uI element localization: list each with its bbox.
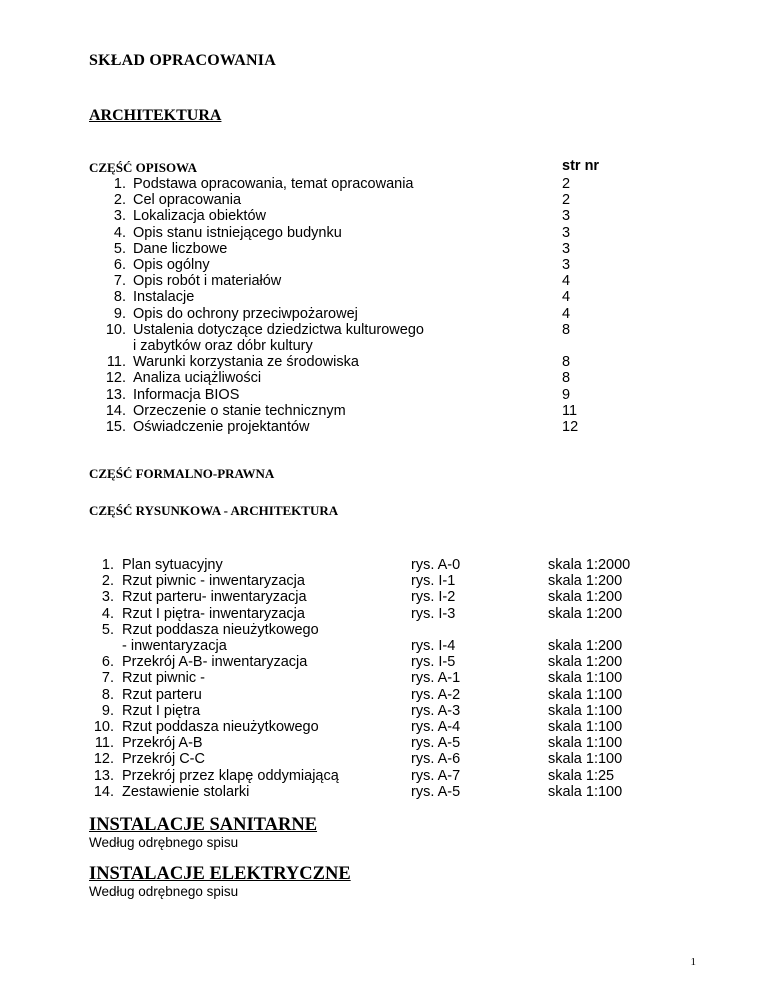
item-number: 6. — [113, 257, 126, 273]
item-page: 4 — [562, 273, 571, 290]
item-page: 3 — [562, 208, 571, 225]
drawing-number: 5. — [101, 621, 114, 638]
item-text: Opis do ochrony przeciwpożarowej — [133, 305, 358, 322]
drawing-title: Przekrój A-B- inwentaryzacja — [122, 654, 308, 671]
drawing-number: 3. — [101, 589, 114, 606]
drawing-title: Zestawienie stolarki — [122, 783, 250, 800]
drawing-code: rys. I-2 — [411, 589, 456, 606]
item-page: 3 — [562, 257, 571, 273]
item-text: Ustalenia dotyczące dziedzictwa kulturowego — [133, 321, 424, 338]
item-number: 2. — [113, 192, 126, 209]
drawing-title: Rzut I piętra — [122, 702, 201, 719]
item-text: Podstawa opracowania, temat opracowania — [133, 176, 414, 192]
item-number: 9. — [113, 305, 126, 322]
drawing-code: rys. A-0 — [411, 557, 461, 573]
item-number: 15. — [105, 419, 126, 435]
item-text: Warunki korzystania ze środowiska — [133, 354, 359, 371]
drawing-title: Rzut parteru — [122, 686, 202, 703]
item-number: 5. — [113, 240, 126, 257]
document-title: SKŁAD OPRACOWANIA — [89, 52, 276, 69]
drawing-number: 4. — [101, 605, 114, 622]
item-text: Dane liczbowe — [133, 240, 228, 257]
drawing-number: 6. — [101, 654, 114, 671]
item-text: Oświadczenie projektantów — [133, 419, 310, 435]
item-page: 8 — [562, 370, 571, 387]
drawing-title: Rzut poddasza nieużytkowego — [122, 621, 319, 638]
item-number: 3. — [113, 208, 126, 225]
item-page: 3 — [562, 240, 571, 257]
drawing-code: rys. A-4 — [411, 719, 461, 735]
item-number: 11. — [106, 354, 126, 371]
drawing-code: rys. A-5 — [411, 735, 461, 752]
item-page: 2 — [562, 176, 571, 192]
item-page: 8 — [562, 354, 571, 371]
drawing-title: Rzut parteru- inwentaryzacja — [122, 589, 307, 606]
item-text-continued: i zabytków oraz dóbr kultury — [133, 338, 313, 354]
item-text: Opis stanu istniejącego budynku — [133, 224, 342, 241]
item-text: Opis ogólny — [133, 257, 210, 273]
drawing-code: rys. A-2 — [411, 686, 461, 703]
drawing-scale: skala 1:100 — [548, 686, 623, 703]
electrical-heading: INSTALACJE ELEKTRYCZNE — [89, 864, 351, 884]
drawing-scale: skala 1:200 — [548, 589, 623, 606]
drawing-code: rys. A-7 — [411, 767, 461, 784]
item-number: 10. — [105, 321, 126, 338]
drawing-title: Przekrój A-B — [122, 735, 203, 752]
drawing-number: 14. — [93, 783, 114, 800]
item-page: 2 — [562, 192, 571, 209]
sanitary-note: Według odrębnego spisu — [89, 835, 239, 850]
item-page: 11 — [562, 402, 578, 419]
drawing-code: rys. I-4 — [411, 637, 456, 654]
drawing-title-continued: - inwentaryzacja — [122, 637, 227, 654]
item-number: 14. — [105, 402, 126, 419]
drawing-scale: skala 1:100 — [548, 735, 623, 752]
page-number: 1 — [690, 956, 696, 968]
item-text: Analiza uciążliwości — [133, 370, 262, 387]
drawing-title: Rzut piwnic - — [122, 670, 205, 687]
formal-heading: CZĘŚĆ FORMALNO-PRAWNA — [89, 466, 275, 481]
drawing-number: 11. — [94, 735, 114, 752]
item-text: Informacja BIOS — [133, 386, 240, 403]
drawing-number: 10. — [93, 719, 114, 735]
sanitary-heading: INSTALACJE SANITARNE — [89, 815, 318, 835]
electrical-note: Według odrębnego spisu — [89, 884, 239, 899]
drawing-scale: skala 1:200 — [548, 573, 623, 590]
item-text: Opis robót i materiałów — [133, 273, 282, 290]
item-number: 13. — [105, 386, 126, 403]
drawing-code: rys. A-1 — [411, 670, 461, 687]
drawing-code: rys. I-5 — [411, 654, 456, 671]
item-number: 4. — [113, 224, 126, 241]
page-column-header: str nr — [562, 158, 600, 174]
drawing-scale: skala 1:200 — [548, 654, 623, 671]
drawings-heading: CZĘŚĆ RYSUNKOWA - ARCHITEKTURA — [89, 503, 339, 518]
drawing-number: 9. — [101, 702, 114, 719]
drawing-title: Rzut piwnic - inwentaryzacja — [122, 573, 305, 590]
drawing-code: rys. A-5 — [411, 783, 461, 800]
drawing-scale: skala 1:2000 — [548, 557, 631, 573]
drawing-scale: skala 1:100 — [548, 670, 623, 687]
drawing-number: 2. — [101, 573, 114, 590]
drawing-title: Rzut I piętra- inwentaryzacja — [122, 605, 305, 622]
drawing-title: Plan sytuacyjny — [122, 557, 223, 573]
item-page: 8 — [562, 321, 571, 338]
drawing-scale: skala 1:100 — [548, 702, 623, 719]
drawing-number: 1. — [101, 557, 114, 573]
drawing-number: 12. — [93, 751, 114, 768]
drawing-title: Przekrój C-C — [122, 751, 205, 768]
drawing-number: 13. — [93, 767, 114, 784]
drawing-number: 8. — [101, 686, 114, 703]
item-text: Instalacje — [133, 289, 195, 306]
drawing-scale: skala 1:100 — [548, 751, 623, 768]
drawing-scale: skala 1:200 — [548, 637, 623, 654]
item-page: 12 — [562, 419, 579, 435]
item-text: Lokalizacja obiektów — [133, 208, 266, 225]
drawing-number: 7. — [101, 670, 114, 687]
item-page: 4 — [562, 305, 571, 322]
drawing-scale: skala 1:25 — [548, 767, 615, 784]
drawing-scale: skala 1:100 — [548, 783, 623, 800]
item-page: 3 — [562, 224, 571, 241]
descriptive-heading: CZĘŚĆ OPISOWA — [89, 160, 197, 175]
drawing-title: Przekrój przez klapę oddymiającą — [122, 767, 339, 784]
item-text: Orzeczenie o stanie technicznym — [133, 402, 346, 419]
item-number: 12. — [105, 370, 126, 387]
drawing-code: rys. A-3 — [411, 702, 461, 719]
drawing-code: rys. I-1 — [411, 573, 456, 590]
item-number: 8. — [113, 289, 126, 306]
drawing-code: rys. I-3 — [411, 605, 456, 622]
section-title: ARCHITEKTURA — [89, 107, 222, 124]
item-number: 7. — [113, 273, 126, 290]
item-number: 1. — [113, 176, 126, 192]
drawing-code: rys. A-6 — [411, 751, 461, 768]
item-page: 4 — [562, 289, 571, 306]
drawing-scale: skala 1:200 — [548, 605, 623, 622]
item-text: Cel opracowania — [133, 192, 242, 209]
item-page: 9 — [562, 386, 571, 403]
drawing-title: Rzut poddasza nieużytkowego — [122, 719, 319, 735]
drawing-scale: skala 1:100 — [548, 719, 623, 735]
